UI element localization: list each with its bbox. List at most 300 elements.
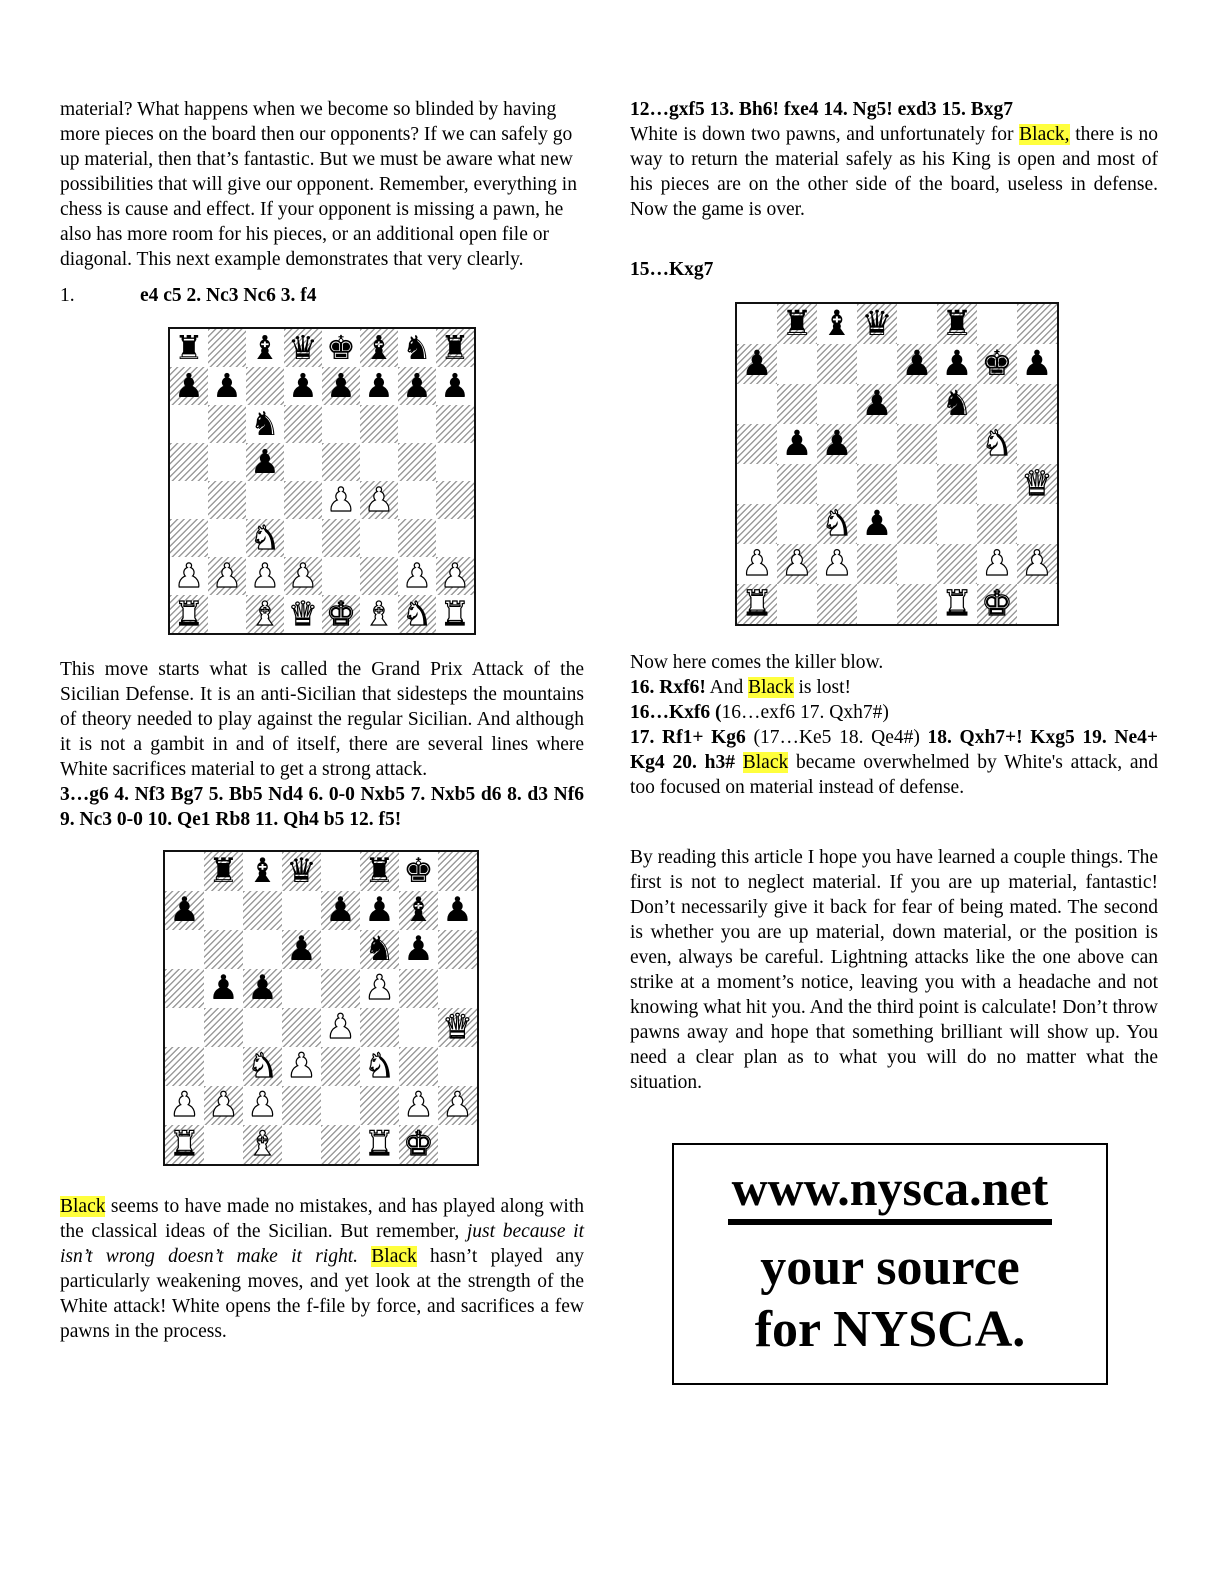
board-square bbox=[170, 557, 208, 595]
chess-diagram-1 bbox=[60, 327, 584, 635]
white-bishop-icon: ♝ bbox=[250, 595, 280, 633]
white-pawn-icon: ♟ bbox=[208, 1086, 239, 1125]
board-square bbox=[737, 424, 777, 464]
white-knight-icon: ♞ bbox=[981, 424, 1013, 464]
white-pawn-icon: ♟ bbox=[402, 557, 432, 595]
board-square bbox=[208, 329, 246, 367]
text-segment: 17. Rf1+ Kg6 bbox=[630, 727, 746, 748]
board-square bbox=[165, 1125, 204, 1164]
text-segment: 18. Qxh7+! Kxg5 19. Ne4+ Kg4 20. h3# bbox=[630, 727, 1158, 773]
board-square bbox=[436, 329, 474, 367]
board-square bbox=[737, 384, 777, 424]
board-square bbox=[208, 481, 246, 519]
text-segment: there is no way to return the material safely as his King is open and most of his pieces are on the other side of the board, useless in defense. Now the game is over. bbox=[630, 124, 1158, 220]
white-rook-icon: ♜ bbox=[941, 584, 973, 624]
board-square bbox=[360, 969, 399, 1008]
black-rook-icon: ♜ bbox=[364, 852, 395, 891]
board-square bbox=[243, 1008, 282, 1047]
black-pawn-icon: ♟ bbox=[741, 344, 773, 384]
board-square bbox=[977, 504, 1017, 544]
white-pawn-icon: ♟ bbox=[403, 1086, 434, 1125]
board-square bbox=[360, 1047, 399, 1086]
text-segment: And bbox=[705, 677, 749, 698]
nysca-ad-box bbox=[672, 1143, 1108, 1385]
board-square bbox=[246, 405, 284, 443]
board-square bbox=[170, 367, 208, 405]
board-square bbox=[436, 595, 474, 633]
board-square bbox=[737, 464, 777, 504]
board-square bbox=[246, 595, 284, 633]
board-square bbox=[777, 384, 817, 424]
white-pawn-icon: ♟ bbox=[212, 557, 242, 595]
board-square bbox=[1017, 544, 1057, 584]
board-square bbox=[246, 329, 284, 367]
board-square bbox=[360, 891, 399, 930]
black-pawn-icon: ♟ bbox=[326, 367, 356, 405]
paragraph-intro: material? What happens when we become so blinded by having more pieces on the board then our opponents? If we can safely go up material, then that’s fantastic. But we must be aware what new possibilities that will give our opponent. Remember, everything in chess is cause and effect. If your opponent is missing a pawn, he also has more room for his pieces, or an additional open file or diagonal. This next example demonstrates that very clearly. bbox=[60, 99, 577, 270]
black-pawn-icon: ♟ bbox=[442, 891, 473, 930]
black-knight-icon: ♞ bbox=[250, 405, 280, 443]
board-square bbox=[284, 405, 322, 443]
black-pawn-icon: ♟ bbox=[440, 367, 470, 405]
board-square bbox=[897, 464, 937, 504]
board-square bbox=[937, 544, 977, 584]
board-square bbox=[321, 1008, 360, 1047]
board-square bbox=[737, 544, 777, 584]
white-pawn-icon: ♟ bbox=[440, 557, 470, 595]
board-square bbox=[817, 424, 857, 464]
white-pawn-icon: ♟ bbox=[286, 1047, 317, 1086]
text-segment: became overwhelmed by White's attack, and too focused on material instead of defense. bbox=[630, 752, 1159, 798]
board-square bbox=[398, 405, 436, 443]
board-square bbox=[737, 584, 777, 624]
board-square bbox=[398, 519, 436, 557]
white-rook-icon: ♜ bbox=[741, 584, 773, 624]
white-pawn-icon: ♟ bbox=[247, 1086, 278, 1125]
white-bishop-icon: ♝ bbox=[364, 595, 394, 633]
board-square bbox=[204, 930, 243, 969]
board-square bbox=[204, 1086, 243, 1125]
board-square bbox=[857, 384, 897, 424]
board-square bbox=[438, 1086, 477, 1125]
board-square bbox=[165, 891, 204, 930]
black-rook-icon: ♜ bbox=[781, 304, 813, 344]
white-pawn-icon: ♟ bbox=[981, 544, 1013, 584]
white-knight-icon: ♞ bbox=[821, 504, 853, 544]
black-pawn-icon: ♟ bbox=[325, 891, 356, 930]
board-square bbox=[436, 443, 474, 481]
white-pawn-icon: ♟ bbox=[821, 544, 853, 584]
white-pawn-icon: ♟ bbox=[781, 544, 813, 584]
board-square bbox=[777, 544, 817, 584]
text-segment: hasn’t played any particularly weakening moves, and yet look at the strength of the White attack! White opens the f-file by force, and sacrifices a few pawns in the process. bbox=[60, 1246, 585, 1342]
board-square bbox=[243, 1086, 282, 1125]
board-square bbox=[897, 304, 937, 344]
board-square bbox=[284, 557, 322, 595]
board-square bbox=[737, 504, 777, 544]
board-square bbox=[817, 304, 857, 344]
board-square bbox=[360, 1125, 399, 1164]
black-rook-icon: ♜ bbox=[941, 304, 973, 344]
black-bishop-icon: ♝ bbox=[821, 304, 853, 344]
chess-board bbox=[735, 302, 1059, 626]
highlighted-text: Black, bbox=[1019, 124, 1070, 145]
board-square bbox=[165, 1086, 204, 1125]
board-square bbox=[282, 1086, 321, 1125]
black-pawn-icon: ♟ bbox=[208, 969, 239, 1008]
white-king-icon: ♚ bbox=[403, 1125, 434, 1164]
board-square bbox=[321, 852, 360, 891]
white-rook-icon: ♜ bbox=[440, 595, 470, 633]
text-segment: 16…Kxf6 ( bbox=[630, 702, 722, 723]
board-square bbox=[322, 329, 360, 367]
board-square bbox=[857, 584, 897, 624]
board-square bbox=[284, 367, 322, 405]
board-square bbox=[322, 595, 360, 633]
killer-blow-block bbox=[630, 650, 1158, 800]
board-square bbox=[937, 584, 977, 624]
board-square bbox=[170, 405, 208, 443]
board-square bbox=[897, 344, 937, 384]
chess-diagram-2 bbox=[60, 850, 584, 1166]
board-square bbox=[284, 443, 322, 481]
white-bishop-icon: ♝ bbox=[247, 1125, 278, 1164]
board-square bbox=[360, 557, 398, 595]
board-square bbox=[436, 405, 474, 443]
black-pawn-icon: ♟ bbox=[247, 969, 278, 1008]
paragraph-down-two-pawns bbox=[630, 122, 1158, 222]
board-square bbox=[208, 595, 246, 633]
board-square bbox=[204, 891, 243, 930]
board-square bbox=[1017, 464, 1057, 504]
chess-board bbox=[163, 850, 479, 1166]
black-queen-icon: ♛ bbox=[861, 304, 893, 344]
black-pawn-icon: ♟ bbox=[174, 367, 204, 405]
move-heading-12: 12…gxf5 13. Bh6! fxe4 14. Ng5! exd3 15. Bxg7 bbox=[630, 99, 1013, 120]
black-pawn-icon: ♟ bbox=[402, 367, 432, 405]
white-king-icon: ♚ bbox=[981, 584, 1013, 624]
board-square bbox=[438, 852, 477, 891]
board-square bbox=[322, 519, 360, 557]
board-square bbox=[321, 1125, 360, 1164]
board-square bbox=[436, 519, 474, 557]
black-queen-icon: ♛ bbox=[288, 329, 318, 367]
black-king-icon: ♚ bbox=[326, 329, 356, 367]
board-square bbox=[208, 405, 246, 443]
white-queen-icon: ♛ bbox=[288, 595, 318, 633]
board-square bbox=[398, 557, 436, 595]
paragraph-black-no-mistakes bbox=[60, 1194, 584, 1344]
white-pawn-icon: ♟ bbox=[1021, 544, 1053, 584]
board-square bbox=[204, 1125, 243, 1164]
board-square bbox=[399, 1047, 438, 1086]
board-square bbox=[1017, 584, 1057, 624]
board-square bbox=[817, 584, 857, 624]
board-square bbox=[897, 504, 937, 544]
board-square bbox=[246, 519, 284, 557]
board-square bbox=[170, 329, 208, 367]
black-rook-icon: ♜ bbox=[174, 329, 204, 367]
text-segment: Now here comes the killer blow. bbox=[630, 652, 884, 673]
board-square bbox=[817, 504, 857, 544]
board-square bbox=[977, 584, 1017, 624]
board-square bbox=[436, 367, 474, 405]
board-square bbox=[1017, 384, 1057, 424]
black-pawn-icon: ♟ bbox=[403, 930, 434, 969]
white-pawn-icon: ♟ bbox=[364, 481, 394, 519]
text-segment: White is down two pawns, and unfortunately for bbox=[630, 124, 1020, 145]
highlighted-text: Black bbox=[371, 1246, 417, 1267]
board-square bbox=[399, 1086, 438, 1125]
board-square bbox=[737, 344, 777, 384]
white-knight-icon: ♞ bbox=[364, 1047, 395, 1086]
highlighted-text: Black bbox=[742, 752, 789, 773]
board-square bbox=[282, 1047, 321, 1086]
board-square bbox=[165, 852, 204, 891]
nysca-url-link[interactable]: www.nysca.net bbox=[728, 1163, 1053, 1225]
black-pawn-icon: ♟ bbox=[212, 367, 242, 405]
board-square bbox=[777, 584, 817, 624]
board-square bbox=[360, 367, 398, 405]
board-square bbox=[208, 367, 246, 405]
board-square bbox=[398, 595, 436, 633]
board-square bbox=[282, 969, 321, 1008]
board-square bbox=[208, 519, 246, 557]
black-pawn-icon: ♟ bbox=[364, 367, 394, 405]
board-square bbox=[165, 969, 204, 1008]
board-square bbox=[857, 344, 897, 384]
board-square bbox=[360, 1086, 399, 1125]
white-rook-icon: ♜ bbox=[169, 1125, 200, 1164]
board-square bbox=[284, 519, 322, 557]
text-segment: seems to have made no mistakes, and has played along with the classical ideas of the Sicilian. But remember, bbox=[60, 1196, 584, 1242]
board-square bbox=[937, 304, 977, 344]
black-pawn-icon: ♟ bbox=[364, 891, 395, 930]
board-square bbox=[360, 519, 398, 557]
board-square bbox=[360, 1008, 399, 1047]
board-square bbox=[977, 304, 1017, 344]
white-pawn-icon: ♟ bbox=[169, 1086, 200, 1125]
board-square bbox=[170, 519, 208, 557]
paragraph-grand-prix: This move starts what is called the Grand Prix Attack of the Sicilian Defense. It is an anti-Sicilian that sidesteps the mountains of theory needed to play against the regular Sicilian. And although it is not a gambit in and of itself, there are several lines where White sacrifices material to get a strong attack. bbox=[60, 659, 584, 780]
board-square bbox=[284, 329, 322, 367]
text-segment: (17…Ke5 18. Qe4#) bbox=[745, 727, 928, 748]
white-pawn-icon: ♟ bbox=[326, 481, 356, 519]
board-square bbox=[398, 367, 436, 405]
black-pawn-icon: ♟ bbox=[286, 930, 317, 969]
board-square bbox=[937, 424, 977, 464]
black-queen-icon: ♛ bbox=[286, 852, 317, 891]
board-square bbox=[360, 852, 399, 891]
board-square bbox=[282, 852, 321, 891]
white-pawn-icon: ♟ bbox=[364, 969, 395, 1008]
white-queen-icon: ♛ bbox=[1021, 464, 1053, 504]
white-pawn-icon: ♟ bbox=[250, 557, 280, 595]
board-square bbox=[438, 1125, 477, 1164]
black-pawn-icon: ♟ bbox=[169, 891, 200, 930]
board-square bbox=[937, 344, 977, 384]
board-square bbox=[322, 367, 360, 405]
board-square bbox=[165, 1047, 204, 1086]
opening-moves: e4 c5 2. Nc3 Nc6 3. f4 bbox=[140, 285, 317, 306]
white-rook-icon: ♜ bbox=[364, 1125, 395, 1164]
board-square bbox=[438, 969, 477, 1008]
board-square bbox=[321, 891, 360, 930]
board-square bbox=[204, 852, 243, 891]
board-square bbox=[170, 595, 208, 633]
board-square bbox=[204, 1047, 243, 1086]
white-pawn-icon: ♟ bbox=[442, 1086, 473, 1125]
board-square bbox=[399, 852, 438, 891]
board-square bbox=[165, 930, 204, 969]
board-square bbox=[321, 1086, 360, 1125]
board-square bbox=[204, 969, 243, 1008]
black-knight-icon: ♞ bbox=[364, 930, 395, 969]
board-square bbox=[243, 930, 282, 969]
board-square bbox=[777, 504, 817, 544]
killer-line-2 bbox=[630, 675, 1158, 700]
white-queen-icon: ♛ bbox=[442, 1008, 473, 1047]
white-knight-icon: ♞ bbox=[402, 595, 432, 633]
white-knight-icon: ♞ bbox=[250, 519, 280, 557]
list-number: 1. bbox=[60, 285, 75, 306]
board-square bbox=[165, 1008, 204, 1047]
board-square bbox=[897, 424, 937, 464]
board-square bbox=[208, 443, 246, 481]
board-square bbox=[399, 1008, 438, 1047]
board-square bbox=[977, 344, 1017, 384]
board-square bbox=[438, 930, 477, 969]
text-segment: is lost! bbox=[793, 677, 852, 698]
board-square bbox=[246, 481, 284, 519]
board-square bbox=[243, 1047, 282, 1086]
board-square bbox=[817, 344, 857, 384]
board-square bbox=[1017, 424, 1057, 464]
white-pawn-icon: ♟ bbox=[174, 557, 204, 595]
white-pawn-icon: ♟ bbox=[288, 557, 318, 595]
board-square bbox=[246, 443, 284, 481]
board-square bbox=[777, 424, 817, 464]
white-pawn-icon: ♟ bbox=[741, 544, 773, 584]
board-square bbox=[282, 1008, 321, 1047]
board-square bbox=[777, 344, 817, 384]
left-column bbox=[60, 97, 584, 1344]
board-square bbox=[360, 405, 398, 443]
board-square bbox=[322, 481, 360, 519]
black-pawn-icon: ♟ bbox=[861, 504, 893, 544]
text-segment bbox=[358, 1246, 371, 1267]
board-square bbox=[170, 443, 208, 481]
board-square bbox=[857, 304, 897, 344]
board-square bbox=[977, 384, 1017, 424]
right-column bbox=[630, 97, 1158, 1385]
board-square bbox=[1017, 344, 1057, 384]
board-square bbox=[398, 481, 436, 519]
board-square bbox=[937, 464, 977, 504]
board-square bbox=[282, 930, 321, 969]
board-square bbox=[360, 443, 398, 481]
board-square bbox=[436, 481, 474, 519]
board-square bbox=[857, 424, 897, 464]
chess-diagram-3 bbox=[630, 302, 1158, 626]
board-square bbox=[977, 424, 1017, 464]
board-square bbox=[857, 504, 897, 544]
board-square bbox=[243, 852, 282, 891]
board-square bbox=[170, 481, 208, 519]
black-pawn-icon: ♟ bbox=[781, 424, 813, 464]
board-square bbox=[208, 557, 246, 595]
board-square bbox=[737, 304, 777, 344]
board-square bbox=[322, 443, 360, 481]
board-square bbox=[399, 891, 438, 930]
black-king-icon: ♚ bbox=[981, 344, 1013, 384]
black-bishop-icon: ♝ bbox=[247, 852, 278, 891]
nysca-url-line bbox=[674, 1160, 1106, 1225]
board-square bbox=[398, 329, 436, 367]
board-square bbox=[243, 1125, 282, 1164]
board-square bbox=[246, 367, 284, 405]
board-square bbox=[897, 584, 937, 624]
black-pawn-icon: ♟ bbox=[250, 443, 280, 481]
highlighted-text: Black bbox=[60, 1196, 106, 1217]
board-square bbox=[360, 930, 399, 969]
board-square bbox=[817, 464, 857, 504]
paragraph-conclusion: By reading this article I hope you have learned a couple things. The first is not to neglect material. If you are up material, fantastic! Don’t necessarily give it back for fear of being mated. The second is whether you are up material, down material, or the position is even, always be careful. Lightning attacks like the one above can strike at a moment’s notice, leaving you with a headache and not knowing what hit you. And the third point is calculate! Don’t throw pawns away and hope that something brilliant will show up. You need a clear plan as to what you will do no matter what the situation. bbox=[630, 847, 1158, 1093]
board-square bbox=[817, 384, 857, 424]
black-pawn-icon: ♟ bbox=[901, 344, 933, 384]
board-square bbox=[398, 443, 436, 481]
white-pawn-icon: ♟ bbox=[325, 1008, 356, 1047]
board-square bbox=[360, 481, 398, 519]
black-pawn-icon: ♟ bbox=[861, 384, 893, 424]
board-square bbox=[246, 557, 284, 595]
board-square bbox=[204, 1008, 243, 1047]
black-bishop-icon: ♝ bbox=[403, 891, 434, 930]
board-square bbox=[399, 1125, 438, 1164]
killer-line-1 bbox=[630, 650, 1158, 675]
board-square bbox=[436, 557, 474, 595]
ad-tagline-1: your source bbox=[760, 1239, 1020, 1296]
black-pawn-icon: ♟ bbox=[941, 344, 973, 384]
board-square bbox=[322, 557, 360, 595]
board-square bbox=[897, 544, 937, 584]
black-pawn-icon: ♟ bbox=[821, 424, 853, 464]
ad-tagline-2: for NYSCA. bbox=[754, 1301, 1026, 1358]
board-square bbox=[937, 504, 977, 544]
black-rook-icon: ♜ bbox=[440, 329, 470, 367]
black-bishop-icon: ♝ bbox=[250, 329, 280, 367]
board-square bbox=[857, 544, 897, 584]
text-segment bbox=[735, 752, 743, 773]
board-square bbox=[438, 1047, 477, 1086]
board-square bbox=[243, 969, 282, 1008]
board-square bbox=[777, 464, 817, 504]
board-square bbox=[817, 544, 857, 584]
board-square bbox=[321, 930, 360, 969]
board-square bbox=[438, 1008, 477, 1047]
board-square bbox=[937, 384, 977, 424]
numbered-move-line bbox=[60, 283, 584, 308]
board-square bbox=[1017, 304, 1057, 344]
board-square bbox=[284, 595, 322, 633]
black-pawn-icon: ♟ bbox=[1021, 344, 1053, 384]
black-knight-icon: ♞ bbox=[941, 384, 973, 424]
killer-line-4 bbox=[630, 725, 1158, 800]
killer-line-3 bbox=[630, 700, 1158, 725]
text-segment: 16. Rxf6! bbox=[630, 677, 706, 698]
board-square bbox=[321, 969, 360, 1008]
board-square bbox=[284, 481, 322, 519]
